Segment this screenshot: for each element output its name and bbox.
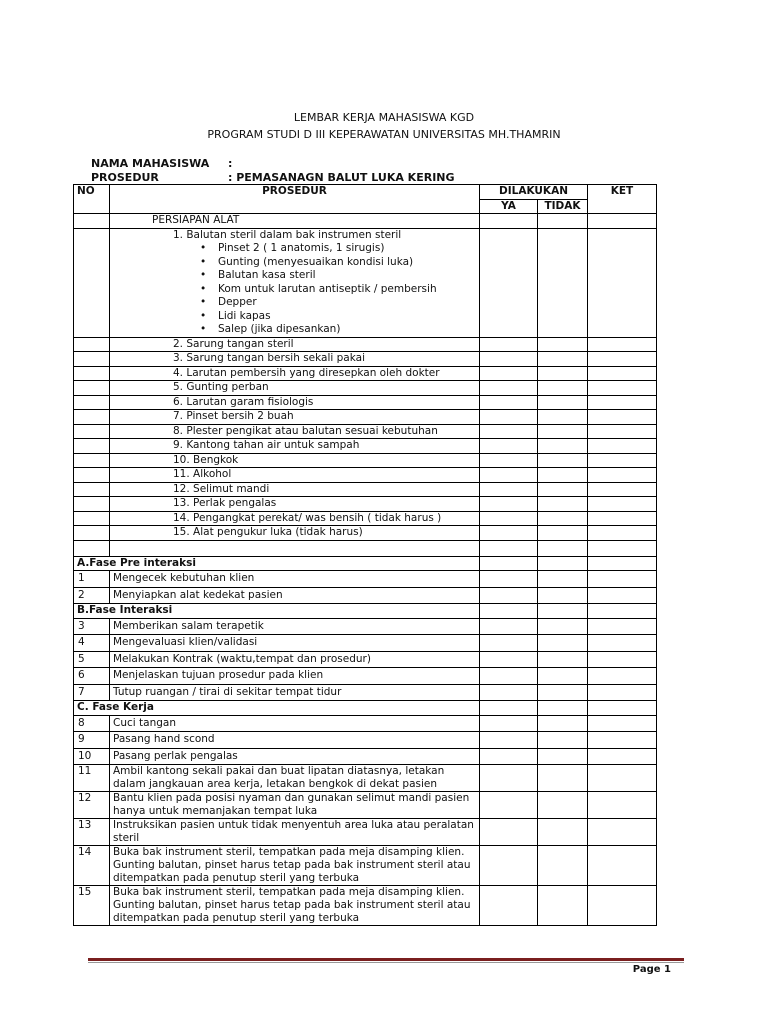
tidak-cell[interactable] <box>538 846 588 886</box>
ya-cell[interactable] <box>480 453 538 468</box>
ya-cell[interactable] <box>480 526 538 541</box>
table-row <box>74 482 657 497</box>
step-text: Cuci tangan <box>110 715 480 732</box>
tidak-cell[interactable] <box>538 684 588 701</box>
ya-cell[interactable] <box>480 846 538 886</box>
ya-cell[interactable] <box>480 668 538 685</box>
ket-cell[interactable] <box>588 482 657 497</box>
tidak-cell[interactable] <box>538 381 588 396</box>
step-number: 8 <box>74 715 110 732</box>
ket-cell[interactable] <box>588 846 657 886</box>
ket-cell[interactable] <box>588 410 657 425</box>
ya-cell[interactable] <box>480 819 538 846</box>
ya-cell[interactable] <box>480 792 538 819</box>
step-text: Mengecek kebutuhan klien <box>110 571 480 588</box>
nama-mahasiswa-row <box>91 157 232 170</box>
ket-cell[interactable] <box>588 715 657 732</box>
ket-cell[interactable] <box>588 792 657 819</box>
step-text: Menjelaskan tujuan prosedur pada klien <box>110 668 480 685</box>
table-row <box>74 715 657 732</box>
ya-cell[interactable] <box>480 366 538 381</box>
step-number: 15 <box>74 886 110 926</box>
ket-cell[interactable] <box>588 587 657 604</box>
prep-item: 5. Gunting perban <box>110 381 480 396</box>
ya-cell[interactable] <box>480 618 538 635</box>
ya-cell[interactable] <box>480 337 538 352</box>
ket-cell[interactable] <box>588 765 657 792</box>
prosedur-label: PROSEDUR <box>91 171 159 184</box>
step-text: Pasang perlak pengalas <box>110 748 480 765</box>
step-text: Tutup ruangan / tirai di sekitar tempat tidur <box>110 684 480 701</box>
table-row <box>74 228 657 337</box>
prep-item: 9. Kantong tahan air untuk sampah <box>110 439 480 454</box>
prep-item: 10. Bengkok <box>110 453 480 468</box>
step-text: Buka bak instrument steril, tempatkan pada meja disamping klien. Gunting balutan, pinset harus tetap pada bak instrument steril atau ditempatkan pada penutup steril yang terbuka <box>110 886 480 926</box>
ket-cell[interactable] <box>588 748 657 765</box>
ket-cell[interactable] <box>588 352 657 367</box>
step-number: 3 <box>74 618 110 635</box>
footer-divider-thin <box>88 962 684 963</box>
step-number: 9 <box>74 732 110 749</box>
step-number: 10 <box>74 748 110 765</box>
tidak-cell[interactable] <box>538 453 588 468</box>
tidak-cell[interactable] <box>538 748 588 765</box>
tidak-cell[interactable] <box>538 337 588 352</box>
table-row <box>74 748 657 765</box>
ket-cell[interactable] <box>588 684 657 701</box>
ya-cell[interactable] <box>480 715 538 732</box>
ya-cell[interactable] <box>480 395 538 410</box>
ket-cell[interactable] <box>588 511 657 526</box>
table-row <box>74 792 657 819</box>
ya-cell[interactable] <box>480 732 538 749</box>
prep-item: 8. Plester pengikat atau balutan sesuai kebutuhan <box>110 424 480 439</box>
table-row <box>74 618 657 635</box>
ya-cell[interactable] <box>480 482 538 497</box>
prep-subitem: • Gunting (menyesuaikan kondisi luka) <box>196 256 476 270</box>
table-row <box>74 668 657 685</box>
step-number: 11 <box>74 765 110 792</box>
prep-item-1-title: 1. Balutan steril dalam bak instrumen steril <box>173 228 402 241</box>
ya-cell[interactable] <box>480 468 538 483</box>
tidak-cell[interactable] <box>538 668 588 685</box>
table-row <box>74 571 657 588</box>
ya-cell[interactable] <box>480 748 538 765</box>
tidak-cell[interactable] <box>538 571 588 588</box>
table-row <box>74 468 657 483</box>
table-row <box>74 765 657 792</box>
step-number: 14 <box>74 846 110 886</box>
tidak-cell[interactable] <box>538 410 588 425</box>
ket-cell[interactable] <box>588 819 657 846</box>
ya-cell[interactable] <box>480 765 538 792</box>
ket-cell[interactable] <box>588 668 657 685</box>
prep-subitem: • Pinset 2 ( 1 anatomis, 1 sirugis) <box>196 242 476 256</box>
nama-value: : <box>228 157 233 170</box>
prep-item-1 <box>110 228 480 337</box>
tidak-cell[interactable] <box>538 732 588 749</box>
ket-cell[interactable] <box>588 526 657 541</box>
ya-cell[interactable] <box>480 381 538 396</box>
prep-item: 4. Larutan pembersih yang diresepkan oleh dokter <box>110 366 480 381</box>
ket-cell[interactable] <box>588 337 657 352</box>
ket-cell[interactable] <box>588 732 657 749</box>
table-row <box>74 337 657 352</box>
header-tidak: TIDAK <box>538 199 588 214</box>
ket-cell[interactable] <box>588 571 657 588</box>
ya-cell[interactable] <box>480 651 538 668</box>
table-row <box>74 424 657 439</box>
ya-cell[interactable] <box>480 497 538 512</box>
ket-cell[interactable] <box>588 395 657 410</box>
table-row <box>74 886 657 926</box>
nama-label: NAMA MAHASISWA <box>91 157 210 170</box>
header-dilakukan: DILAKUKAN <box>480 185 588 200</box>
table-row <box>74 410 657 425</box>
tidak-cell[interactable] <box>538 482 588 497</box>
tidak-cell[interactable] <box>538 819 588 846</box>
step-text: Buka bak instrument steril, tempatkan pada meja disamping klien. Gunting balutan, pinset harus tetap pada bak instrument steril atau ditempatkan pada penutup steril yang terbuka <box>110 846 480 886</box>
page-number: Page 1 <box>632 964 671 975</box>
tidak-cell[interactable] <box>538 366 588 381</box>
prep-subitem: • Kom untuk larutan antiseptik / pembersih <box>196 283 476 297</box>
table-row <box>74 701 657 716</box>
table-row <box>74 684 657 701</box>
prep-item: 2. Sarung tangan steril <box>110 337 480 352</box>
step-text: Menyiapkan alat kedekat pasien <box>110 587 480 604</box>
table-row <box>74 732 657 749</box>
tidak-cell[interactable] <box>538 497 588 512</box>
ya-cell[interactable] <box>480 684 538 701</box>
table-row <box>74 497 657 512</box>
table-row <box>74 540 657 556</box>
table-row <box>74 511 657 526</box>
section-kerja: C. Fase Kerja <box>74 701 480 716</box>
step-text: Instruksikan pasien untuk tidak menyentuh area luka atau peralatan steril <box>110 819 480 846</box>
ket-cell[interactable] <box>588 366 657 381</box>
section-pre-interaksi: A.Fase Pre interaksi <box>74 556 480 571</box>
prep-item: 14. Pengangkat perekat/ was bensih ( tidak harus ) <box>110 511 480 526</box>
tidak-cell[interactable] <box>538 635 588 652</box>
doc-subtitle: PROGRAM STUDI D III KEPERAWATAN UNIVERSITAS MH.THAMRIN <box>207 128 561 141</box>
prep-item-1-sublist <box>173 242 476 337</box>
tidak-cell[interactable] <box>538 715 588 732</box>
tidak-cell[interactable] <box>538 439 588 454</box>
ket-cell[interactable] <box>588 468 657 483</box>
table-row <box>74 846 657 886</box>
step-text: Melakukan Kontrak (waktu,tempat dan prosedur) <box>110 651 480 668</box>
ya-cell[interactable] <box>480 424 538 439</box>
step-text: Mengevaluasi klien/validasi <box>110 635 480 652</box>
tidak-cell[interactable] <box>538 511 588 526</box>
step-text: Ambil kantong sekali pakai dan buat lipatan diatasnya, letakan dalam jangkauan area kerja, letakan bengkok di dekat pasien <box>110 765 480 792</box>
table-row <box>74 395 657 410</box>
ket-cell[interactable] <box>588 886 657 926</box>
ya-cell[interactable] <box>480 571 538 588</box>
header-no: NO <box>74 185 110 214</box>
ya-cell[interactable] <box>480 410 538 425</box>
step-number: 5 <box>74 651 110 668</box>
prep-item: 6. Larutan garam fisiologis <box>110 395 480 410</box>
table-row <box>74 439 657 454</box>
table-row <box>74 604 657 619</box>
ket-cell[interactable] <box>588 651 657 668</box>
tidak-cell[interactable] <box>538 651 588 668</box>
prep-item: 12. Selimut mandi <box>110 482 480 497</box>
ya-cell[interactable] <box>480 352 538 367</box>
step-number: 2 <box>74 587 110 604</box>
tidak-cell[interactable] <box>538 352 588 367</box>
table-row <box>74 587 657 604</box>
prep-item: 3. Sarung tangan bersih sekali pakai <box>110 352 480 367</box>
ya-cell[interactable] <box>480 886 538 926</box>
doc-title: LEMBAR KERJA MAHASISWA KGD <box>293 111 475 124</box>
ket-cell[interactable] <box>588 635 657 652</box>
step-number: 13 <box>74 819 110 846</box>
tidak-cell[interactable] <box>538 395 588 410</box>
table-row <box>74 352 657 367</box>
tidak-cell[interactable] <box>538 765 588 792</box>
header-ket: KET <box>588 185 657 214</box>
section-interaksi: B.Fase Interaksi <box>74 604 480 619</box>
tidak-cell[interactable] <box>538 792 588 819</box>
ya-cell[interactable] <box>480 439 538 454</box>
ket-cell[interactable] <box>588 424 657 439</box>
prep-item: 7. Pinset bersih 2 buah <box>110 410 480 425</box>
step-number: 7 <box>74 684 110 701</box>
table-row <box>74 556 657 571</box>
table-row <box>74 526 657 541</box>
prep-subitem: • Salep (jika dipesankan) <box>196 323 476 337</box>
header-prosedur: PROSEDUR <box>110 185 480 214</box>
step-text: Memberikan salam terapetik <box>110 618 480 635</box>
tidak-cell[interactable] <box>538 526 588 541</box>
step-number: 1 <box>74 571 110 588</box>
ya-cell[interactable] <box>480 511 538 526</box>
step-text: Bantu klien pada posisi nyaman dan gunakan selimut mandi pasien hanya untuk memanjakan tempat luka <box>110 792 480 819</box>
persiapan-title: PERSIAPAN ALAT <box>110 214 480 229</box>
table-row <box>74 366 657 381</box>
header-ya: YA <box>480 199 538 214</box>
table-row <box>74 651 657 668</box>
tidak-cell[interactable] <box>538 424 588 439</box>
step-number: 4 <box>74 635 110 652</box>
footer-divider <box>88 958 684 961</box>
prep-subitem: • Depper <box>196 296 476 310</box>
table-row <box>74 635 657 652</box>
step-number: 12 <box>74 792 110 819</box>
prosedur-value: : PEMASANAGN BALUT LUKA KERING <box>228 171 455 184</box>
ya-cell[interactable] <box>480 635 538 652</box>
ket-cell[interactable] <box>588 453 657 468</box>
prosedur-row <box>91 171 455 184</box>
tidak-cell[interactable] <box>538 618 588 635</box>
ya-cell[interactable] <box>480 587 538 604</box>
prep-item: 13. Perlak pengalas <box>110 497 480 512</box>
table-row <box>74 453 657 468</box>
ket-cell[interactable] <box>588 439 657 454</box>
step-number: 6 <box>74 668 110 685</box>
prep-item: 15. Alat pengukur luka (tidak harus) <box>110 526 480 541</box>
ket-cell[interactable] <box>588 618 657 635</box>
tidak-cell[interactable] <box>538 886 588 926</box>
tidak-cell[interactable] <box>538 468 588 483</box>
prep-subitem: • Lidi kapas <box>196 310 476 324</box>
prep-item: 11. Alkohol <box>110 468 480 483</box>
ket-cell[interactable] <box>588 497 657 512</box>
table-row <box>74 819 657 846</box>
prep-subitem: • Balutan kasa steril <box>196 269 476 283</box>
tidak-cell[interactable] <box>538 587 588 604</box>
table-row <box>74 381 657 396</box>
table-row <box>74 214 657 229</box>
procedure-table <box>73 184 657 926</box>
ket-cell[interactable] <box>588 381 657 396</box>
step-text: Pasang hand scond <box>110 732 480 749</box>
